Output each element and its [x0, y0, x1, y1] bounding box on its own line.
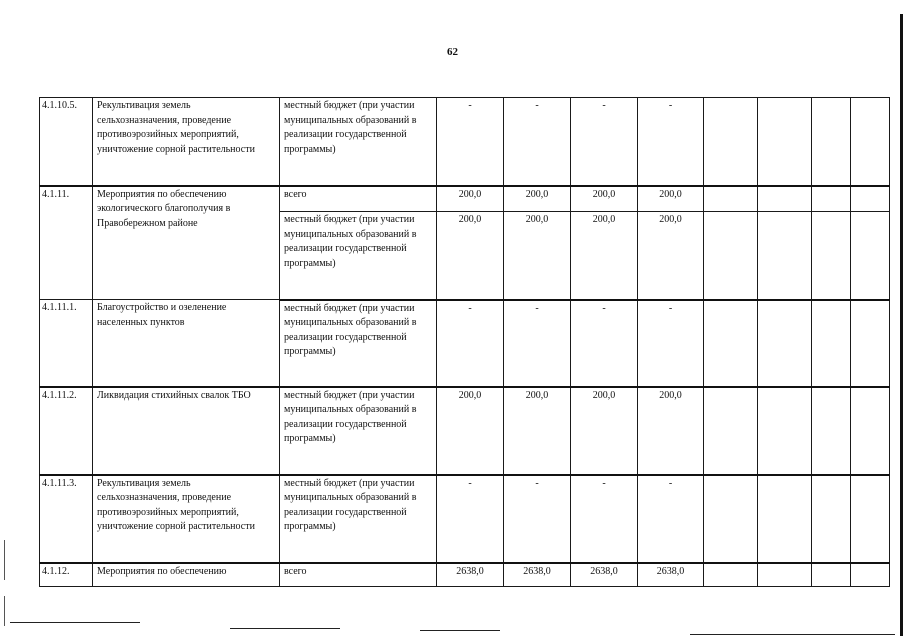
- empty-cell: [851, 300, 890, 387]
- value-cell: -: [638, 475, 704, 563]
- empty-cell: [851, 98, 890, 186]
- value-cell: 200,0: [437, 186, 504, 212]
- empty-cell: [758, 563, 812, 587]
- empty-cell: [851, 387, 890, 475]
- empty-cell: [851, 186, 890, 212]
- empty-cell: [851, 475, 890, 563]
- scan-rule: [10, 622, 140, 623]
- value-cell: 200,0: [571, 212, 638, 300]
- value-cell: 200,0: [504, 212, 571, 300]
- scan-rule: [230, 628, 340, 629]
- value-cell: 2638,0: [437, 563, 504, 587]
- row-name: Рекультивация земель сельхозназначения, проведение противоэрозийных мероприятий, уничтожение сорной растительности: [93, 98, 280, 186]
- value-cell: 200,0: [504, 387, 571, 475]
- table-row: [40, 475, 890, 563]
- row-name: Рекультивация земель сельхозназначения, проведение противоэрозийных мероприятий, уничтожение сорной растительности: [93, 475, 280, 563]
- scan-mark: [4, 596, 5, 626]
- page-edge-line: [900, 14, 903, 636]
- empty-cell: [704, 387, 758, 475]
- empty-cell: [704, 475, 758, 563]
- value-cell: -: [437, 300, 504, 387]
- scan-mark: [4, 540, 5, 580]
- row-number: 4.1.11.: [40, 186, 93, 300]
- empty-cell: [704, 563, 758, 587]
- funding-source: местный бюджет (при участии муниципальных образований в реализации государственной программы): [280, 300, 437, 387]
- row-name: Благоустройство и озеленение населенных пунктов: [93, 300, 280, 387]
- budget-table: [39, 97, 890, 587]
- value-cell: 200,0: [638, 186, 704, 212]
- row-name: Мероприятия по обеспечению: [93, 563, 280, 587]
- value-cell: -: [504, 300, 571, 387]
- row-name: Мероприятия по обеспечению экологического благополучия в Правобережном районе: [93, 186, 280, 300]
- table-row: [40, 387, 890, 475]
- value-cell: 2638,0: [638, 563, 704, 587]
- funding-source: местный бюджет (при участии муниципальных образований в реализации государственной программы): [280, 212, 437, 300]
- funding-source: всего: [280, 563, 437, 587]
- value-cell: -: [437, 98, 504, 186]
- funding-source: местный бюджет (при участии муниципальных образований в реализации государственной программы): [280, 98, 437, 186]
- value-cell: -: [571, 475, 638, 563]
- funding-source: местный бюджет (при участии муниципальных образований в реализации государственной программы): [280, 475, 437, 563]
- row-name: Ликвидация стихийных свалок ТБО: [93, 387, 280, 475]
- scan-rule: [420, 630, 500, 631]
- value-cell: 200,0: [571, 387, 638, 475]
- value-cell: -: [571, 300, 638, 387]
- empty-cell: [758, 212, 812, 300]
- empty-cell: [851, 212, 890, 300]
- empty-cell: [758, 98, 812, 186]
- table-row: [40, 300, 890, 387]
- funding-source: всего: [280, 186, 437, 212]
- value-cell: 200,0: [638, 387, 704, 475]
- row-number: 4.1.11.3.: [40, 475, 93, 563]
- empty-cell: [704, 98, 758, 186]
- page-number: 62: [447, 46, 458, 58]
- empty-cell: [704, 212, 758, 300]
- value-cell: -: [504, 475, 571, 563]
- empty-cell: [704, 300, 758, 387]
- value-cell: 200,0: [571, 186, 638, 212]
- empty-cell: [758, 300, 812, 387]
- value-cell: 200,0: [437, 212, 504, 300]
- row-number: 4.1.12.: [40, 563, 93, 587]
- value-cell: -: [638, 300, 704, 387]
- empty-cell: [704, 186, 758, 212]
- row-number: 4.1.11.1.: [40, 300, 93, 387]
- empty-cell: [851, 563, 890, 587]
- value-cell: -: [638, 98, 704, 186]
- empty-cell: [812, 212, 851, 300]
- row-number: 4.1.11.2.: [40, 387, 93, 475]
- table-row: [40, 563, 890, 587]
- value-cell: -: [571, 98, 638, 186]
- funding-source: местный бюджет (при участии муниципальных образований в реализации государственной программы): [280, 387, 437, 475]
- empty-cell: [758, 186, 812, 212]
- table-row: [40, 186, 890, 212]
- empty-cell: [812, 563, 851, 587]
- empty-cell: [758, 387, 812, 475]
- row-number: 4.1.10.5.: [40, 98, 93, 186]
- value-cell: 200,0: [504, 186, 571, 212]
- empty-cell: [812, 300, 851, 387]
- scan-rule: [690, 634, 895, 635]
- value-cell: 200,0: [638, 212, 704, 300]
- empty-cell: [812, 387, 851, 475]
- value-cell: 2638,0: [571, 563, 638, 587]
- value-cell: -: [437, 475, 504, 563]
- empty-cell: [812, 98, 851, 186]
- empty-cell: [812, 186, 851, 212]
- value-cell: 200,0: [437, 387, 504, 475]
- table-row: [40, 98, 890, 186]
- empty-cell: [758, 475, 812, 563]
- value-cell: -: [504, 98, 571, 186]
- empty-cell: [812, 475, 851, 563]
- value-cell: 2638,0: [504, 563, 571, 587]
